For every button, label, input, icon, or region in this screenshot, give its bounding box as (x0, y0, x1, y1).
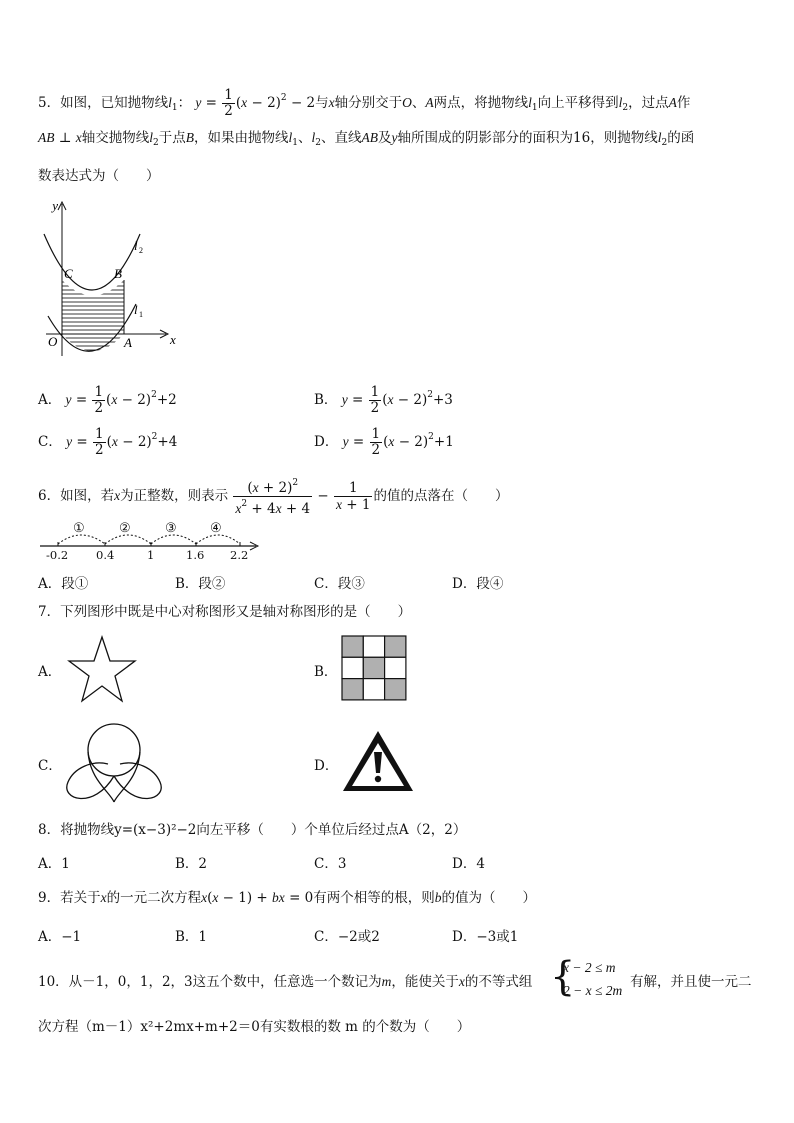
svg-text:1: 1 (139, 310, 143, 319)
q6-text: 的值的点落在（ ） (373, 488, 509, 504)
q5-text: 轴交抛物线 (81, 130, 150, 146)
q5-text: 轴分别交于 (334, 95, 403, 111)
q6-stem: 6．如图，若x为正整数，则表示 $\frac{(x + 2)^2}{x^2 + 4x + 4}$ − $\frac{1}{x + 1}$ 的值的点落在（ ） (38, 478, 509, 517)
q8-option-d[interactable]: D．4 (452, 856, 485, 872)
q8-stem (38, 820, 466, 840)
q5-option-d[interactable]: D． y = $\frac{1}{2}$ $(x - 2)^2+1$ (314, 426, 454, 458)
option-tail: +4 (157, 434, 178, 450)
q5-text: 如图，已知抛物线 (60, 95, 169, 111)
q5-text: 作 (676, 95, 691, 111)
tick-label: 1.6 (186, 548, 205, 562)
q10-line1: 10．从－1，0，1，2，3这五个数中，任意选一个数记为m，能使关于x的不等式组 (38, 974, 533, 990)
svg-text:A: A (124, 335, 132, 350)
grid-squares-figure (341, 635, 409, 701)
q5-line3: 数表达式为（ ） (38, 168, 160, 184)
tick-label: 0.4 (96, 548, 115, 562)
warning-sign-figure (340, 728, 416, 794)
q5-line1: 5．如图，已知抛物线$l_1$： y = $\frac{1}{2}$ $(x - 2)^2 - 2$与x轴分别交于O、A两点，将抛物线$l_1$向上平移得到$l_2$，过点A作 (38, 87, 691, 119)
q7-option-c-label[interactable]: C． (38, 758, 62, 774)
q6-text: 为正整数，则表示 (120, 488, 229, 504)
q5-text: ，则抛物线 (590, 130, 658, 146)
q5-text: 向上平移得到 (537, 95, 619, 111)
q8-point: A（2，2） (398, 822, 467, 838)
segment-2-label: ② (119, 521, 131, 536)
q5-text: 、 (411, 95, 426, 111)
segment-1-label: ① (73, 521, 85, 536)
q7-option-a-label[interactable]: A． (38, 664, 62, 680)
q10-text: ，能使关于 (391, 974, 459, 990)
q5-parabola-figure (38, 196, 188, 356)
inequality-2: 2 − x ≤ 2m (563, 983, 623, 998)
option-label: B． (314, 392, 338, 408)
q9-option-c[interactable]: C．−2或2 (314, 929, 380, 945)
q10-line2: 次方程（m－1）x²+2mx+m+2＝0有实数根的数 m 的个数为（ ） (38, 1019, 471, 1035)
q5-text: 于点 (158, 130, 186, 146)
q6-option-a[interactable]: A．段① (38, 576, 89, 592)
q8-option-c[interactable]: C．3 (314, 856, 347, 872)
svg-text:y: y (52, 198, 58, 213)
parabola-l2 (44, 234, 140, 290)
q8-option-a[interactable]: A．1 (38, 856, 70, 872)
q5-option-c[interactable]: C． y = $\frac{1}{2}$ $(x - 2)^2+4$ (38, 426, 178, 458)
q5-text: 、直线 (321, 130, 362, 146)
option-label: D． (314, 434, 339, 450)
tick-label: 2.2 (230, 548, 249, 562)
q5-option-b[interactable]: B． y = $\frac{1}{2}$ $(x - 2)^2+3$ (314, 384, 453, 416)
option-label: C． (38, 434, 62, 450)
q5-text: 的函 (667, 130, 695, 146)
q9-option-b[interactable]: B．1 (175, 929, 208, 945)
star-figure (66, 634, 138, 704)
inequality-brace: { (550, 954, 576, 1000)
q9-text: 的一元二次方程 (106, 890, 202, 906)
q10-text: 有解，并且使一元二 (630, 974, 752, 990)
q5-number: 5． (38, 95, 61, 111)
q5-text: 及 (378, 130, 392, 146)
q9-stem: 9．若关于x的一元二次方程x(x − 1) + bx = 0有两个相等的根，则b的值为（ ） (38, 890, 537, 906)
inequality-1: x − 2 ≤ m (563, 960, 616, 975)
q9-option-d[interactable]: D．−3或1 (452, 929, 519, 945)
q8-option-b[interactable]: B．2 (175, 856, 208, 872)
q10-text: 的不等式组 (464, 974, 533, 990)
q6-option-d[interactable]: D．段④ (452, 576, 504, 592)
tick-label: -0.2 (46, 548, 69, 562)
option-label: A． (38, 392, 62, 408)
q7-stem: 7．下列图形中既是中心对称图形又是轴对称图形的是（ ） (38, 604, 412, 620)
q8-equation: y=(x−3)²−2 (114, 822, 197, 838)
q5-text: 两点，将抛物线 (433, 95, 529, 111)
svg-text:C: C (64, 266, 73, 281)
q10-text: 10．从－1，0，1，2，3这五个数中，任意选一个数记为 (38, 974, 382, 990)
q5-option-a[interactable]: A． y = $\frac{1}{2}$ $(x - 2)^2+2$ (38, 384, 177, 416)
option-tail: +2 (156, 392, 177, 408)
svg-text:2: 2 (139, 246, 143, 255)
q8-text: 8．将抛物线 (38, 822, 115, 838)
shaded-region (62, 280, 124, 351)
q7-option-d-label[interactable]: D． (314, 758, 339, 774)
q5-text: 轴所围成的阴影部分的面积为 (397, 130, 574, 146)
option-tail: +3 (432, 392, 453, 408)
q5-line2: AB ⊥ x轴交抛物线$l_2$于点B，如果由抛物线$l_1$、$l_2$、直线AB及y轴所围成的阴影部分的面积为16，则抛物线$l_2$的函 (38, 130, 695, 148)
q5-area-value: 16 (573, 130, 591, 146)
q9-text: 9．若关于 (38, 890, 101, 906)
q9-text: 有两个相等的根，则 (313, 890, 435, 906)
triquetra-figure (64, 720, 164, 806)
option-tail: +1 (433, 434, 454, 450)
svg-text:l: l (134, 238, 138, 253)
q6-option-c[interactable]: C．段③ (314, 576, 365, 592)
q6-option-b[interactable]: B．段② (175, 576, 226, 592)
q7-option-b-label[interactable]: B． (314, 664, 338, 680)
q6-text: 6．如图，若 (38, 488, 115, 504)
q5-text: 与 (315, 95, 329, 111)
q5-text: ，过点 (628, 95, 669, 111)
q5-text: 、 (298, 130, 312, 146)
svg-text:B: B (114, 266, 122, 281)
segment-4-label: ④ (210, 521, 222, 536)
q8-text: 向左平移（ ）个单位后经过点 (196, 822, 399, 838)
svg-text:x: x (170, 332, 176, 347)
q5-text: ，如果由抛物线 (194, 130, 289, 146)
q9-option-a[interactable]: A．−1 (38, 929, 82, 945)
svg-text:O: O (48, 334, 58, 349)
segment-3-label: ③ (165, 521, 177, 536)
q9-text: 的值为（ ） (441, 890, 537, 906)
tick-label: 1 (147, 548, 155, 562)
svg-text:l: l (134, 302, 138, 317)
